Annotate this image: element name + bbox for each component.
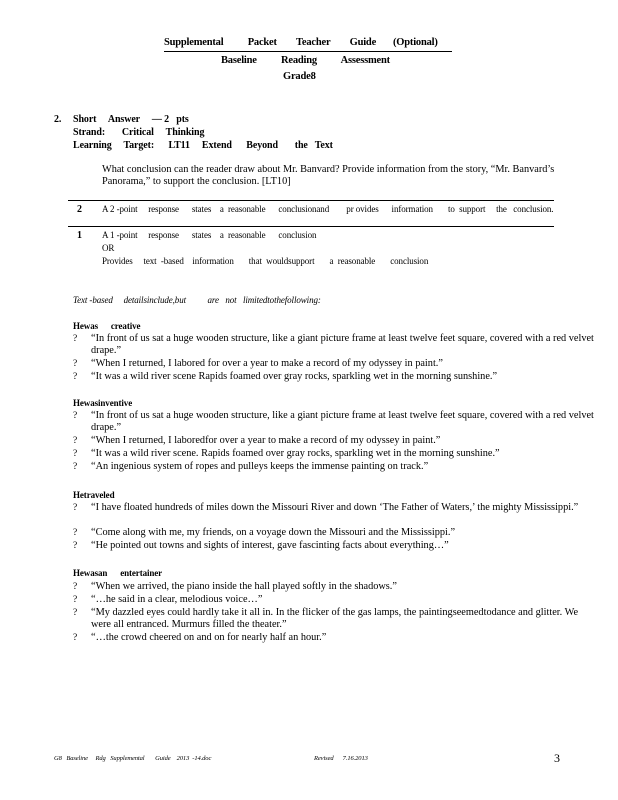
question-type: Short Answer — 2 pts	[73, 114, 189, 125]
header-line-2: Baseline Reading Assessment	[221, 55, 390, 66]
rubric-score-2: 2	[77, 204, 82, 215]
rubric-score-2-text: A 2 -point response states a reasonable conclusionand pr ovides information to support the conclusion.	[102, 204, 554, 214]
quote-item: “…he said in a clear, melodious voice…”	[91, 594, 263, 605]
header-underline	[164, 51, 452, 52]
quote-item: “In front of us sat a huge wooden structure, like a giant picture frame at least twelve feet square, covered with a red velvet drape.”	[91, 333, 594, 357]
rubric-mid-rule	[68, 226, 554, 227]
bullet-icon: ?	[73, 334, 78, 344]
footer-revised: Revised 7.16.2013	[314, 755, 368, 762]
group-heading-entertainer: Hewasan entertainer	[73, 568, 163, 578]
quote-item: “When I returned, I labored for over a year to make a record of my odyssey in paint.”	[91, 358, 443, 369]
details-intro: Text -based detailsinclude,but are not limitedtothefollowing:	[73, 295, 321, 305]
quote-item: “My dazzled eyes could hardly take it all in. In the flicker of the gas lamps, the paintingseemedtodance and glitter. We were all entranced. Murmurs filled the theater.”	[91, 607, 579, 631]
bullet-icon: ?	[73, 462, 78, 472]
question-strand: Strand: Critical Thinking	[73, 127, 205, 138]
bullet-icon: ?	[73, 528, 78, 538]
quote-item: “When I returned, I laboredfor over a year to make a record of my odyssey in paint.”	[91, 435, 441, 446]
quote-item: “He pointed out towns and sights of interest, gave fascinting facts about everything…”	[91, 540, 449, 551]
footer-filename: G8 Baseline Rdg Supplemental Guide 2013 -14.doc	[54, 755, 212, 762]
bullet-icon: ?	[73, 595, 78, 605]
question-number: 2.	[54, 114, 62, 125]
header-line-3: Grade8	[283, 71, 316, 82]
rubric-top-rule	[68, 200, 554, 201]
quote-item: “…the crowd cheered on and on for nearly half an hour.”	[91, 632, 327, 643]
question-prompt: What conclusion can the reader draw about Mr. Banvard? Provide information from the story, “Mr. Banvard’s Panorama,” to support the conclusion. [LT10]	[102, 164, 555, 188]
quote-item: “I have floated hundreds of miles down the Missouri River and down ‘The Father of Waters,’ the mighty Mississippi.”	[91, 502, 579, 513]
group-heading-traveled: Hetraveled	[73, 490, 115, 500]
bullet-icon: ?	[73, 503, 78, 513]
quote-item: “It was a wild river scene. Rapids foamed over gray rocks, sparkling wet in the morning sunshine.”	[91, 448, 500, 459]
learning-target: Learning Target: LT11 Extend Beyond the Text	[73, 140, 333, 151]
quote-item: “In front of us sat a huge wooden structure, like a giant picture frame at least twelve feet square, covered with a red velvet drape.”	[91, 410, 594, 434]
rubric-score-1-line3: Provides text -based information that wouldsupport a reasonable conclusion	[102, 256, 429, 266]
bullet-icon: ?	[73, 541, 78, 551]
bullet-icon: ?	[73, 633, 78, 643]
bullet-icon: ?	[73, 582, 78, 592]
bullet-icon: ?	[73, 449, 78, 459]
quote-item: “An ingenious system of ropes and pulleys keeps the immense painting on track.”	[91, 461, 429, 472]
bullet-icon: ?	[73, 411, 78, 421]
quote-item: “It was a wild river scene Rapids foamed over gray rocks, sparkling wet in the morning sunshine.”	[91, 371, 498, 382]
rubric-score-1-or: OR	[102, 243, 115, 253]
group-heading-inventive: Hewasinventive	[73, 398, 133, 408]
page-number: 3	[554, 751, 560, 765]
group-heading-creative: Hewas creative	[73, 321, 141, 331]
bullet-icon: ?	[73, 608, 78, 618]
rubric-score-1: 1	[77, 230, 82, 241]
quote-item: “When we arrived, the piano inside the hall played softly in the shadows.”	[91, 581, 397, 592]
header-line-1: Supplemental Packet Teacher Guide (Optional)	[164, 37, 438, 48]
quote-item: “Come along with me, my friends, on a voyage down the Missouri and the Mississippi.”	[91, 527, 456, 538]
bullet-icon: ?	[73, 372, 78, 382]
bullet-icon: ?	[73, 359, 78, 369]
rubric-score-1-line1: A 1 -point response states a reasonable conclusion	[102, 230, 317, 240]
bullet-icon: ?	[73, 436, 78, 446]
